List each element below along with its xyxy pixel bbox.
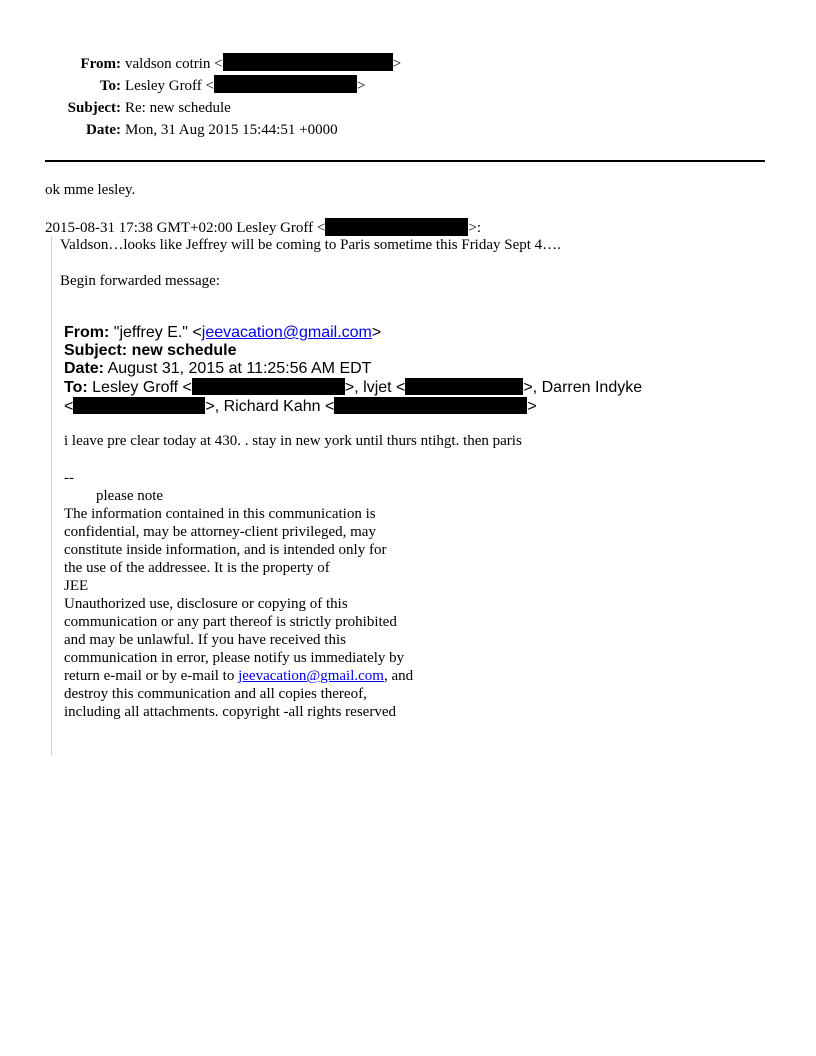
fwd-date-label: Date:: [64, 360, 105, 377]
bracket: >: [357, 78, 366, 94]
disclaimer-text: return e-mail or by e-mail to: [64, 668, 239, 684]
date-label: Date:: [86, 122, 121, 138]
fwd-subject-value: new schedule: [131, 342, 237, 359]
redaction: [334, 397, 527, 414]
to-value: Lesley Groff <: [125, 78, 214, 94]
from-label: From:: [80, 56, 121, 72]
recipient: >, Richard Kahn <: [205, 398, 335, 415]
reply-text: ok mme lesley.: [45, 182, 136, 198]
redaction: [73, 397, 205, 414]
disclaimer-text: , and: [383, 668, 414, 684]
disclaimer-line: constitute inside information, and is intended only for: [64, 542, 387, 558]
fwd-from-label: From:: [64, 324, 110, 341]
disclaimer-line: communication or any part thereof is strictly prohibited: [64, 614, 397, 630]
email-header: [45, 53, 401, 141]
fwd-to-label: To:: [64, 379, 88, 396]
disclaimer-note: please note: [96, 488, 164, 504]
fwd-date-value: August 31, 2015 at 11:25:56 AM EDT: [107, 360, 372, 377]
to-label: To:: [99, 78, 121, 94]
divider: [45, 160, 765, 162]
signature-separator: --: [64, 470, 74, 486]
subject-label: Subject:: [67, 100, 121, 116]
quote-intro-text: 2015-08-31 17:38 GMT+02:00 Lesley Groff <: [45, 220, 326, 236]
disclaimer-line: destroy this communication and all copies thereof,: [64, 686, 367, 702]
fwd-from-name: "jeffrey E." <: [113, 324, 202, 341]
disclaimer-line: The information contained in this communication is: [64, 506, 376, 522]
forwarded-header: [64, 324, 642, 416]
recipient: Lesley Groff <: [92, 379, 192, 396]
disclaimer-line: and may be unlawful. If you have received this: [64, 632, 346, 648]
quote-intro: [45, 218, 481, 237]
quote-border: [51, 237, 52, 755]
disclaimer-line: the use of the addressee. It is the property of: [64, 560, 330, 576]
disclaimer-line: confidential, may be attorney-client privileged, may: [64, 524, 376, 540]
begin-forwarded: Begin forwarded message:: [60, 273, 220, 289]
bracket: >: [392, 56, 402, 72]
disclaimer-email-link[interactable]: jeevacation@gmail.com: [238, 668, 384, 684]
subject-value: Re: new schedule: [125, 100, 231, 116]
disclaimer-line: Unauthorized use, disclosure or copying of this: [64, 596, 348, 612]
redaction: [223, 53, 393, 71]
bracket: >: [527, 398, 537, 415]
redaction: [214, 75, 357, 93]
disclaimer-line: including all attachments. copyright -all rights reserved: [64, 704, 396, 720]
recipient: >, lvjet <: [344, 379, 406, 396]
disclaimer-line: [64, 667, 413, 685]
redaction: [405, 378, 523, 395]
from-value: valdson cotrin <: [125, 56, 223, 72]
bracket: >: [371, 324, 382, 341]
disclaimer-line: JEE: [64, 578, 89, 594]
recipient: >, Darren Indyke: [523, 379, 643, 396]
redaction: [325, 218, 468, 236]
disclaimer: [64, 469, 413, 721]
disclaimer-line: communication in error, please notify us immediately by: [64, 650, 405, 666]
quoted-line: Valdson…looks like Jeffrey will be coming to Paris sometime this Friday Sept 4….: [60, 237, 561, 253]
bracket: <: [64, 398, 74, 415]
sender-email-link[interactable]: jeevacation@gmail.com: [201, 324, 372, 341]
bracket: >:: [468, 220, 481, 236]
redaction: [192, 378, 345, 395]
fwd-subject-label: Subject:: [64, 342, 128, 359]
date-value: Mon, 31 Aug 2015 15:44:51 +0000: [125, 122, 338, 138]
forwarded-body: i leave pre clear today at 430. . stay in new york until thurs ntihgt. then paris: [64, 433, 522, 449]
